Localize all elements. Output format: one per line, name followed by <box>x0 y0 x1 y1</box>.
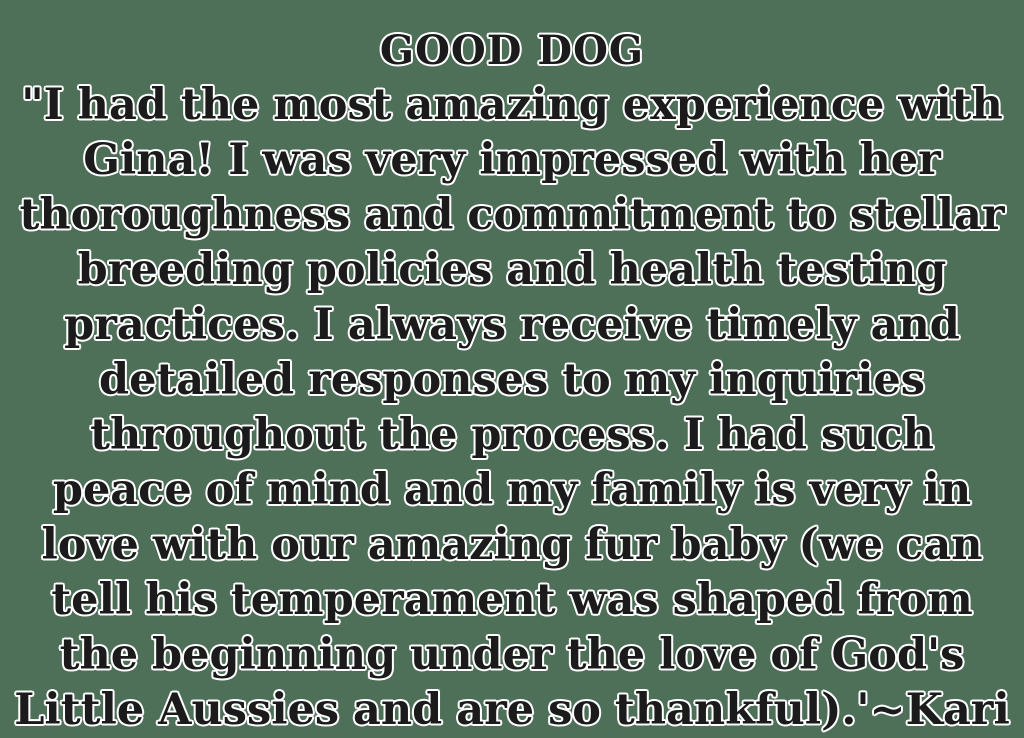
testimonial-quote-text: "I had the most amazing experience with Gina! I was very impressed with her thoroughness and commitment to stellar breeding policies and health testing practices. I always receive timely and detailed responses to my inquiries throughout the process. I had such peace of mind and my family is very in love with our amazing fur baby (we can tell his temperament was shaped from the beginning under the love of God's Little Aussies and are so thankful).'~Kari <box>14 80 1010 735</box>
testimonial-source-title: GOOD DOG <box>379 27 645 74</box>
